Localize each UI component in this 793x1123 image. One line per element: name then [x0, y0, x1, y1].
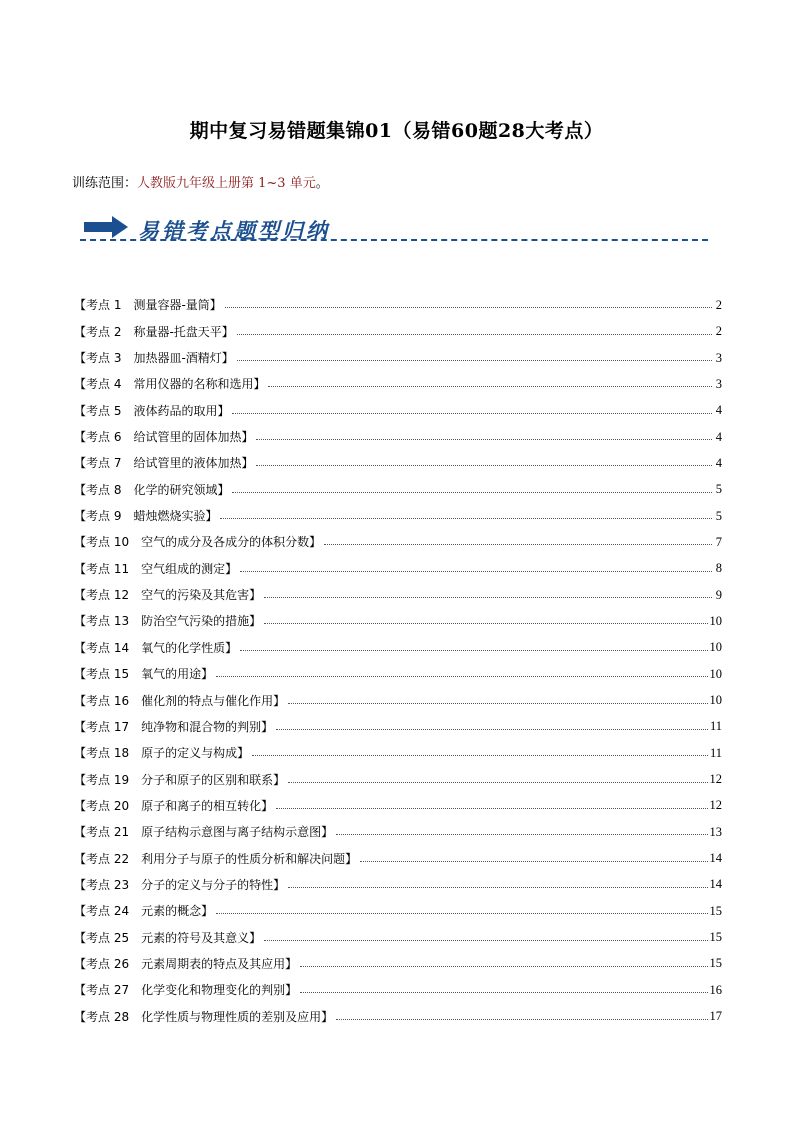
training-scope-value: 人教版九年级上册第 1~3 单元 — [137, 176, 316, 191]
toc-page-number: 9 — [715, 587, 722, 602]
toc-dot-leader — [264, 939, 707, 941]
section-banner-title: 易错考点题型归纳 — [138, 218, 330, 243]
toc-entry[interactable] — [74, 338, 722, 364]
toc-entry-label: 【考点 21 原子结构示意图与离子结构示意图】 — [74, 825, 334, 840]
toc-entry[interactable] — [74, 417, 722, 443]
toc-entry-label: 【考点 26 元素周期表的特点及其应用】 — [74, 956, 298, 971]
toc-page-number: 15 — [709, 956, 722, 971]
toc-dot-leader — [232, 412, 712, 414]
toc-dot-leader — [288, 702, 707, 704]
toc-entry[interactable] — [74, 786, 722, 812]
toc-page-number: 3 — [715, 350, 722, 365]
toc-entry[interactable] — [74, 443, 722, 469]
toc-entry-label: 【考点 4 常用仪器的名称和选用】 — [74, 377, 266, 392]
toc-dot-leader — [237, 359, 712, 361]
toc-dot-leader — [324, 543, 712, 545]
toc-page-number: 8 — [715, 561, 722, 576]
toc-entry[interactable] — [74, 654, 722, 680]
toc-entry-label: 【考点 3 加热器皿-酒精灯】 — [74, 351, 234, 366]
toc-dot-leader — [225, 306, 712, 308]
toc-dot-leader — [288, 886, 707, 888]
toc-entry[interactable] — [74, 970, 722, 996]
toc-dot-leader — [264, 622, 707, 624]
toc-entry[interactable] — [74, 917, 722, 943]
training-scope — [72, 172, 329, 191]
toc-entry-label: 【考点 17 纯净物和混合物的判别】 — [74, 719, 274, 734]
toc-dot-leader — [252, 754, 708, 756]
toc-page-number: 10 — [709, 693, 722, 707]
toc-entry-label: 【考点 9 蜡烛燃烧实验】 — [74, 509, 218, 524]
toc-page-number: 17 — [709, 1009, 722, 1024]
toc-dot-leader — [264, 596, 712, 598]
toc-dot-leader — [240, 649, 707, 651]
toc-page-number: 13 — [709, 824, 722, 839]
toc-page-number: 4 — [715, 403, 722, 418]
toc-page-number: 10 — [709, 666, 722, 681]
toc-entry[interactable] — [74, 812, 722, 838]
toc-page-number: 12 — [709, 772, 722, 787]
toc-entry-label: 【考点 12 空气的污染及其危害】 — [74, 588, 262, 603]
toc-entry[interactable] — [74, 627, 722, 653]
toc-dot-leader — [360, 860, 707, 862]
document-title: 期中复习易错题集锦01（易错60题28大考点） — [189, 120, 604, 142]
toc-entry-label: 【考点 5 液体药品的取用】 — [74, 403, 230, 418]
toc-dot-leader — [240, 570, 712, 572]
toc-dot-leader — [288, 781, 707, 783]
toc-dot-leader — [336, 833, 707, 835]
toc-dot-leader — [216, 675, 707, 677]
toc-dot-leader — [216, 912, 707, 914]
toc-page-number: 10 — [709, 613, 722, 628]
toc-page-number: 14 — [709, 877, 722, 892]
toc-entry[interactable] — [74, 522, 722, 548]
toc-entry-label: 【考点 7 给试管里的液体加热】 — [74, 456, 254, 471]
toc-dot-leader — [237, 333, 712, 335]
toc-entry-label: 【考点 24 元素的概念】 — [74, 904, 214, 919]
banner-divider — [80, 239, 708, 241]
toc-entry-label: 【考点 22 利用分子与原子的性质分析和解决问题】 — [74, 851, 358, 866]
toc-page-number: 15 — [709, 903, 722, 918]
toc-entry-label: 【考点 14 氧气的化学性质】 — [74, 640, 238, 655]
toc-page-number: 3 — [715, 376, 722, 391]
toc-entry[interactable] — [74, 496, 722, 522]
toc-dot-leader — [232, 491, 712, 493]
toc-entry[interactable] — [74, 311, 722, 337]
toc-entry[interactable] — [74, 838, 722, 864]
toc-entry-label: 【考点 18 原子的定义与构成】 — [74, 746, 250, 761]
toc-dot-leader — [256, 464, 712, 466]
toc-page-number: 4 — [715, 429, 722, 444]
right-arrow-icon — [84, 216, 128, 238]
training-scope-label: 训练范围： — [72, 176, 138, 191]
toc-entry[interactable] — [74, 548, 722, 574]
training-scope-tail: 。 — [315, 176, 329, 191]
toc-entry-label: 【考点 16 催化剂的特点与催化作用】 — [74, 693, 286, 708]
toc-page-number: 16 — [709, 982, 722, 997]
toc-page-number: 2 — [715, 297, 722, 312]
toc-dot-leader — [276, 728, 708, 730]
toc-page-number: 12 — [709, 798, 722, 813]
toc-page-number: 10 — [709, 640, 722, 655]
toc-dot-leader — [300, 991, 707, 993]
toc-page-number: 5 — [715, 508, 722, 523]
toc-entry-label: 【考点 1 测量容器-量筒】 — [74, 298, 222, 313]
toc-entry-label: 【考点 28 化学性质与物理性质的差别及应用】 — [74, 1009, 334, 1024]
toc-entry[interactable] — [74, 364, 722, 390]
toc-page-number: 15 — [709, 930, 722, 945]
toc-entry-label: 【考点 19 分子和原子的区别和联系】 — [74, 772, 286, 787]
toc-entry[interactable] — [74, 575, 722, 601]
toc-entry-label: 【考点 15 氧气的用途】 — [74, 667, 214, 682]
toc-entry-label: 【考点 10 空气的成分及各成分的体积分数】 — [74, 535, 322, 550]
toc-entry-label: 【考点 2 称量器-托盘天平】 — [74, 324, 234, 339]
toc-entry-label: 【考点 8 化学的研究领域】 — [74, 482, 230, 497]
toc-dot-leader — [268, 385, 712, 387]
toc-page-number: 7 — [715, 534, 722, 549]
toc-entry-label: 【考点 20 原子和离子的相互转化】 — [74, 798, 274, 813]
toc-entry-label: 【考点 23 分子的定义与分子的特性】 — [74, 877, 286, 892]
toc-entry[interactable] — [74, 733, 722, 759]
toc-entry[interactable] — [74, 759, 722, 785]
toc-page-number: 2 — [715, 324, 722, 339]
toc-dot-leader — [220, 517, 712, 519]
toc-entry-label: 【考点 11 空气组成的测定】 — [74, 561, 238, 576]
toc-page-number: 14 — [709, 851, 722, 866]
toc-entry[interactable] — [74, 891, 722, 917]
toc-entry[interactable] — [74, 285, 722, 311]
toc-dot-leader — [256, 438, 712, 440]
toc-dot-leader — [276, 807, 707, 809]
toc-entry-label: 【考点 25 元素的符号及其意义】 — [74, 930, 262, 945]
section-banner — [80, 214, 710, 244]
toc-entry[interactable] — [74, 680, 722, 706]
table-of-contents — [74, 285, 722, 1023]
toc-dot-leader — [336, 1018, 707, 1020]
toc-entry[interactable] — [74, 944, 722, 970]
toc-entry[interactable] — [74, 707, 722, 733]
toc-entry[interactable] — [74, 996, 722, 1022]
toc-page-number: 4 — [715, 455, 722, 470]
toc-entry[interactable] — [74, 865, 722, 891]
toc-entry[interactable] — [74, 601, 722, 627]
toc-entry[interactable] — [74, 469, 722, 495]
toc-dot-leader — [300, 965, 707, 967]
toc-page-number: 11 — [709, 745, 722, 760]
toc-entry-label: 【考点 27 化学变化和物理变化的判别】 — [74, 983, 298, 998]
toc-page-number: 11 — [709, 719, 722, 734]
toc-page-number: 5 — [715, 482, 722, 497]
toc-entry-label: 【考点 6 给试管里的固体加热】 — [74, 430, 254, 445]
toc-entry[interactable] — [74, 390, 722, 416]
toc-entry-label: 【考点 13 防治空气污染的措施】 — [74, 614, 262, 629]
